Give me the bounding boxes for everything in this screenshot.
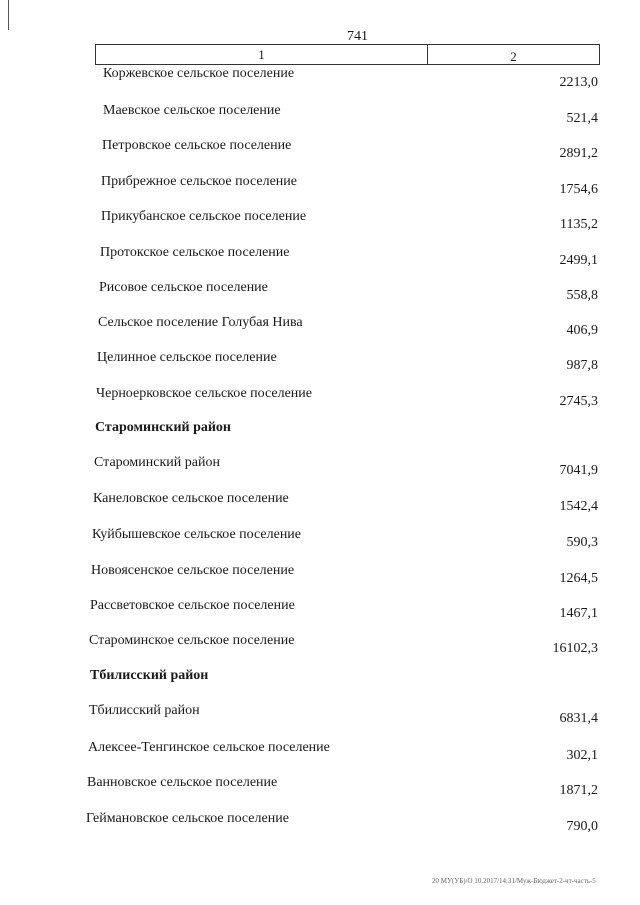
row-value: 1467,1	[559, 606, 598, 621]
table-row	[0, 563, 640, 595]
table-row	[0, 775, 640, 807]
section-heading: Тбилисский район	[90, 668, 209, 683]
row-value: 406,9	[566, 323, 598, 338]
table-row	[0, 491, 640, 523]
row-name: Целинное сельское поселение	[97, 350, 277, 365]
margin-mark	[8, 0, 9, 30]
row-name: Протокское сельское поселение	[100, 245, 290, 260]
row-value: 590,3	[566, 535, 598, 550]
section-heading: Староминский район	[95, 420, 231, 435]
table-row	[0, 598, 640, 630]
row-name: Черноерковское сельское поселение	[96, 386, 312, 401]
table-row	[0, 703, 640, 735]
row-value: 6831,4	[559, 711, 598, 726]
row-value: 2499,1	[559, 253, 598, 268]
table-row	[0, 633, 640, 665]
row-value: 2745,3	[559, 394, 598, 409]
row-name: Ванновское сельское поселение	[87, 775, 278, 790]
table-row	[0, 138, 640, 170]
table-row	[0, 280, 640, 312]
row-name: Геймановское сельское поселение	[86, 811, 289, 826]
row-name: Алексее-Тенгинское сельское поселение	[88, 740, 330, 755]
row-name: Рассветовское сельское поселение	[90, 598, 295, 613]
row-value: 1542,4	[559, 499, 598, 514]
row-name: Маевское сельское поселение	[103, 103, 281, 118]
row-name: Староминский район	[94, 455, 220, 470]
table-row	[0, 66, 640, 98]
row-name: Рисовое сельское поселение	[99, 280, 268, 295]
table-row	[0, 350, 640, 382]
row-value: 2891,2	[559, 146, 598, 161]
row-value: 1754,6	[559, 182, 598, 197]
row-value: 2213,0	[559, 75, 598, 90]
table-row	[0, 386, 640, 418]
row-name: Прибрежное сельское поселение	[101, 174, 297, 189]
page-number: 741	[347, 29, 368, 44]
table-row	[0, 103, 640, 135]
table-row	[0, 740, 640, 772]
table-row	[0, 527, 640, 559]
table-row	[0, 315, 640, 347]
row-name: Петровское сельское поселение	[102, 138, 292, 153]
row-name: Сельское поселение Голубая Нива	[98, 315, 303, 330]
table-row	[0, 455, 640, 487]
row-value: 16102,3	[552, 641, 598, 656]
row-value: 790,0	[566, 819, 598, 834]
header-col-1: 1	[258, 47, 265, 62]
row-value: 1264,5	[559, 571, 598, 586]
row-value: 558,8	[566, 288, 598, 303]
footer-stamp: 20 МУ(УБ)/О 10.2017/14:31/Муж-Бюджет-2-чт-часть-5	[432, 877, 596, 885]
row-value: 987,8	[566, 358, 598, 373]
row-value: 521,4	[566, 111, 598, 126]
row-name: Новоясенское сельское поселение	[91, 563, 295, 578]
row-name: Староминское сельское поселение	[89, 633, 295, 648]
row-value: 1871,2	[559, 783, 598, 798]
row-value: 7041,9	[559, 463, 598, 478]
row-name: Коржевское сельское поселение	[103, 66, 295, 81]
table-header	[95, 44, 600, 65]
table-row	[0, 209, 640, 241]
table-row	[0, 811, 640, 843]
row-value: 302,1	[566, 748, 598, 763]
table-row	[0, 245, 640, 277]
row-value: 1135,2	[560, 217, 598, 232]
row-name: Канеловское сельское поселение	[93, 491, 289, 506]
row-name: Куйбышевское сельское поселение	[92, 527, 302, 542]
header-col-2: 2	[510, 49, 517, 64]
row-name: Тбилисский район	[89, 703, 200, 718]
table-row	[0, 174, 640, 206]
row-name: Прикубанское сельское поселение	[101, 209, 307, 224]
